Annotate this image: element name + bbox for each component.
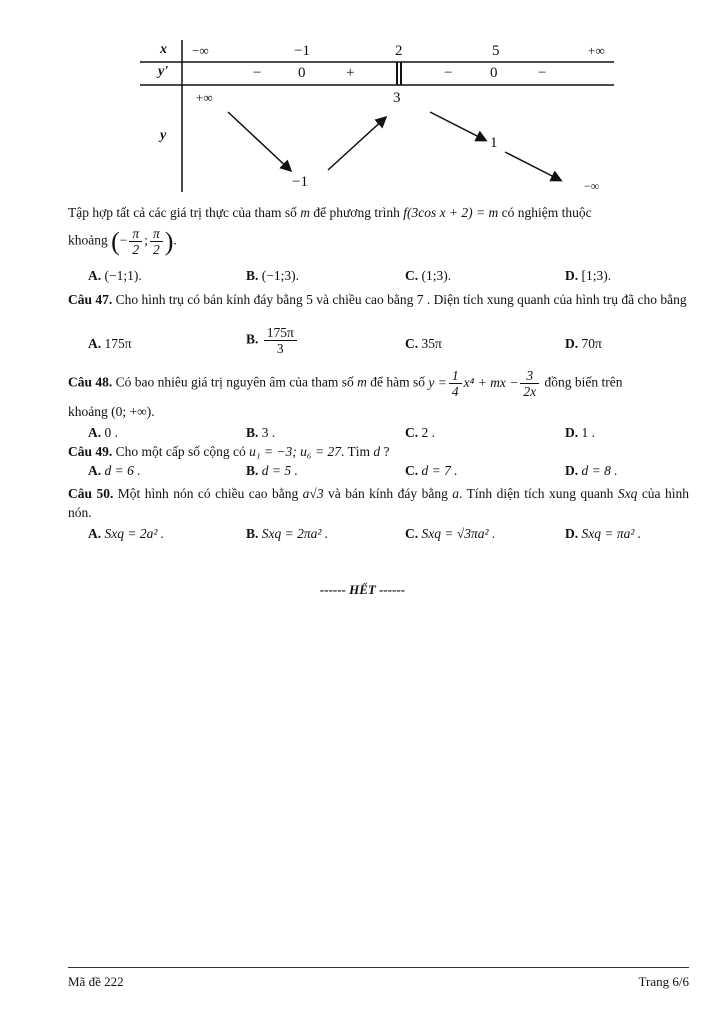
answer-option[interactable]: B. Sxq = 2πa² .	[246, 526, 329, 541]
answer-option[interactable]: C. (1;3).	[405, 268, 452, 283]
answer-option[interactable]: D. 1 .	[565, 425, 595, 440]
table-y-value: 1	[490, 135, 498, 151]
answer-option[interactable]: D. Sxq = πa² .	[565, 526, 642, 541]
arrow-down-1	[228, 112, 290, 170]
arrow-down-3	[505, 152, 560, 180]
q50-stem: Câu 50. Một hình nón có chiều cao bằng a√3 và bán kính đáy bằng a. Tính diện tích xung quanh Sxq của hình nón.	[68, 486, 689, 520]
table-x-value: 5	[492, 43, 500, 59]
answer-option[interactable]: B. (−1;3).	[246, 268, 299, 283]
q50-label: Câu 50.	[68, 486, 114, 501]
answer-option[interactable]: A. 0 .	[88, 425, 118, 440]
table-yprime-value: −	[253, 65, 262, 81]
table-x-value: +∞	[588, 43, 605, 58]
answer-option[interactable]: A. (−1;1).	[88, 268, 142, 283]
q46-interval: khoảng (− $\frac{\pi}{2}$ ; $\frac{\pi}{2}$ ).	[68, 226, 177, 257]
q49-label: Câu 49.	[68, 444, 113, 459]
arrow-down-2	[430, 112, 485, 140]
table-yprime-value: −	[538, 65, 547, 81]
q46-tail: có nghiệm thuộc	[501, 205, 592, 220]
answer-option[interactable]: C. 35π	[405, 336, 442, 351]
answer-option[interactable]: A. d = 6 .	[88, 463, 141, 478]
q48-function: y = $\frac{1}{4}$ x⁴ + mx − $\frac{3}{2x}$	[428, 375, 541, 390]
footer-exam-code: Mã đề 222	[68, 974, 124, 989]
table-y-value: −∞	[584, 179, 600, 193]
answer-option[interactable]: C. 2 .	[405, 425, 435, 440]
q46-param: m	[300, 205, 310, 220]
q47-answers	[88, 325, 688, 364]
answer-option[interactable]: C. d = 7 .	[405, 463, 458, 478]
table-x-value: −∞	[192, 43, 209, 58]
table-y-value: −1	[292, 174, 308, 190]
footer-page-number: Trang 6/6	[638, 974, 689, 989]
answer-option[interactable]: D. d = 8 .	[565, 463, 618, 478]
q49-stem: Câu 49. Cho một cấp số cộng có u₁ = −3; u₆ = 27. Tìm d ?	[68, 444, 390, 459]
q50-answers	[88, 526, 688, 546]
q47-stem	[68, 290, 689, 309]
table-row-yprime-label: y'	[158, 64, 169, 79]
answer-option[interactable]: A. 175π	[88, 336, 132, 351]
table-y-value: +∞	[196, 90, 213, 105]
table-x-value: −1	[294, 43, 310, 59]
end-marker: ------ HẾT ------	[319, 582, 406, 597]
arrow-up-1	[328, 118, 385, 170]
answer-option[interactable]: B. $\frac{175\pi}{3}$	[246, 325, 299, 356]
answer-option[interactable]: D. 70π	[565, 336, 602, 351]
table-row-x-label: x	[160, 42, 167, 57]
answer-option[interactable]: A. Sxq = 2a² .	[88, 526, 165, 541]
q46-intro: Tập hợp tất cả các giá trị thực của tham số	[68, 205, 297, 220]
variation-table	[140, 40, 620, 195]
q49-answers	[88, 463, 688, 483]
table-row-y-label: y	[160, 128, 167, 143]
q46-stem	[68, 203, 689, 222]
table-y-value: 3	[393, 90, 401, 106]
q46-answers	[88, 268, 688, 288]
q46-left-den: 2	[132, 242, 140, 257]
table-yprime-value: 0	[298, 65, 306, 81]
table-yprime-value: +	[346, 65, 355, 81]
answer-option[interactable]: B. d = 5 .	[246, 463, 298, 478]
q46-mid: để phương trình	[313, 205, 400, 220]
table-yprime-value: 0	[490, 65, 498, 81]
table-yprime-value: −	[444, 65, 453, 81]
q46-equation: f(3cos x + 2) = m	[403, 205, 499, 220]
q49-condition: u₁ = −3; u₆ = 27	[249, 444, 341, 459]
answer-option[interactable]: D. [1;3).	[565, 268, 612, 283]
q47-label: Câu 47.	[68, 292, 113, 307]
q46-right-den: 2	[152, 242, 160, 257]
q46-right-num: π	[150, 226, 163, 242]
table-x-value: 2	[395, 43, 403, 59]
q46-interval-label: khoảng	[68, 232, 108, 248]
q47-text: Cho hình trụ có bán kính đáy bằng 5 và chiều cao bằng 7 . Diện tích xung quanh của hình trụ đã cho bằng	[115, 292, 687, 307]
answer-option[interactable]: B. 3 .	[246, 425, 276, 440]
answer-option[interactable]: C. Sxq = √3πa² .	[405, 526, 496, 541]
q48-label: Câu 48.	[68, 374, 113, 390]
q46-left-num: π	[129, 226, 142, 242]
q48-stem: Câu 48. Có bao nhiêu giá trị nguyên âm của tham số m để hàm số y = $\frac{1}{4}$ x⁴ + mx − $\frac{3}{2x}$ đồng biến trên	[68, 368, 623, 399]
q48-interval: khoảng (0; +∞).	[68, 404, 155, 419]
footer-divider	[68, 967, 689, 968]
